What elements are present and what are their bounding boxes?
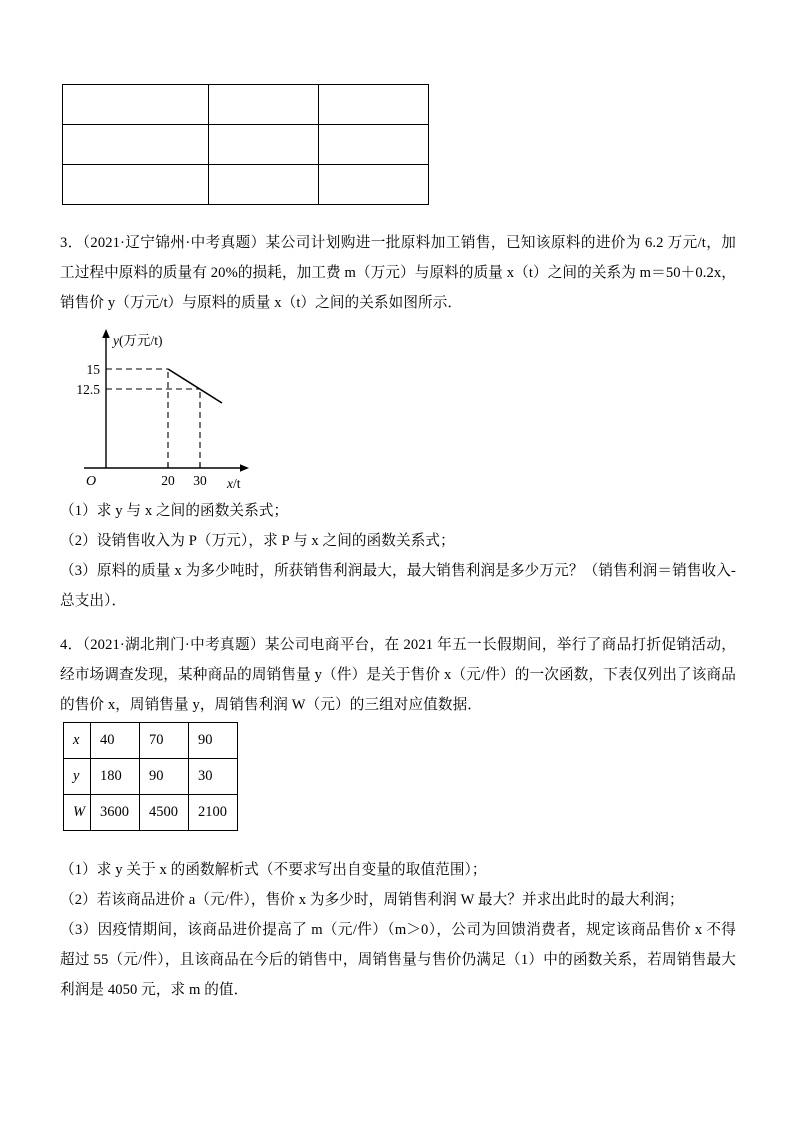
table-cell [209,85,319,125]
y-axis-label: y(万元/t) [113,333,163,348]
table-cell: 30 [189,759,238,795]
problem-4-question-1: （1）求 y 关于 x 的函数解析式（不要求写出自变量的取值范围）； [60,862,487,878]
problem-4-stem: 4．（2021·湖北荆门·中考真题）某公司电商平台，在 2021 年五一长假期间，举行了商品打折促销活动，经市场调查发现，某种商品的周销售量 y（件）是关于售价 x（元/件）的一次函数，下表仅列出了该商品的售价 x，周销售量 y，周销售利润 W（元）的三组对应值数据． [60,637,736,713]
table-cell [63,165,209,205]
table-cell: 90 [140,759,189,795]
empty-table [62,84,429,205]
table-cell: 70 [140,723,189,759]
x-tick-label-20: 20 [161,473,175,488]
row-header-w: W [64,795,91,831]
problem-3-figure [72,325,292,490]
problem-4-data-table [63,722,238,831]
row-header-x: x [64,723,91,759]
y-tick-label-15: 15 [86,362,100,377]
x-tick-label-30: 30 [193,473,207,488]
problem-3-stem: 3．（2021·辽宁锦州·中考真题）某公司计划购进一批原料加工销售，已知该原料的进价为 6.2 万元/t，加工过程中原料的质量有 20%的损耗，加工费 m（万元）与原料的质量 x（t）之间的关系为 m＝50＋0.2x，销售价 y（万元/t）与原料的质量 x（t）之间的关系如图所示． [60,235,736,311]
origin-label: O [86,474,97,489]
table-cell: 40 [91,723,140,759]
problem-3-question-2: （2）设销售收入为 P（万元），求 P 与 x 之间的函数关系式； [60,533,455,549]
table-cell: 2100 [189,795,238,831]
table-row [64,759,238,795]
data-line-segment [168,369,222,403]
row-header-y: y [64,759,91,795]
table-row [63,85,429,125]
table-cell: 90 [189,723,238,759]
table-cell: 180 [91,759,140,795]
table-row [63,125,429,165]
table-row [64,795,238,831]
table-cell [319,125,429,165]
y-tick-label-12-5: 12.5 [76,382,100,397]
table-cell [63,125,209,165]
y-axis-arrow-icon [102,329,110,338]
line-graph-svg [72,325,292,490]
problem-3-question-3: （3）原料的质量 x 为多少吨时，所获销售利润最大，最大销售利润是多少万元？（销售利润＝销售收入-总支出）． [60,563,736,609]
problem-4-question-2: （2）若该商品进价 a（元/件），售价 x 为多少时，周销售利润 W 最大？并求出此时的最大利润； [60,892,684,908]
problem-4-question-3: （3）因疫情期间，该商品进价提高了 m（元/件）（m＞0），公司为回馈消费者，规定该商品售价 x 不得超过 55（元/件），且该商品在今后的销售中，周销售量与售价仍满足（1）中的函数关系，若周销售最大利润是 4050 元，求 m 的值． [60,922,736,998]
table-cell [319,165,429,205]
table-cell [209,125,319,165]
table-cell: 3600 [91,795,140,831]
table-cell [63,85,209,125]
table-row [64,723,238,759]
table-cell [209,165,319,205]
table-cell: 4500 [140,795,189,831]
x-axis-label: x/t [227,476,241,490]
problem-3-question-1: （1）求 y 与 x 之间的函数关系式； [60,503,289,519]
table-row [63,165,429,205]
table-cell [319,85,429,125]
x-axis-arrow-icon [240,464,249,472]
